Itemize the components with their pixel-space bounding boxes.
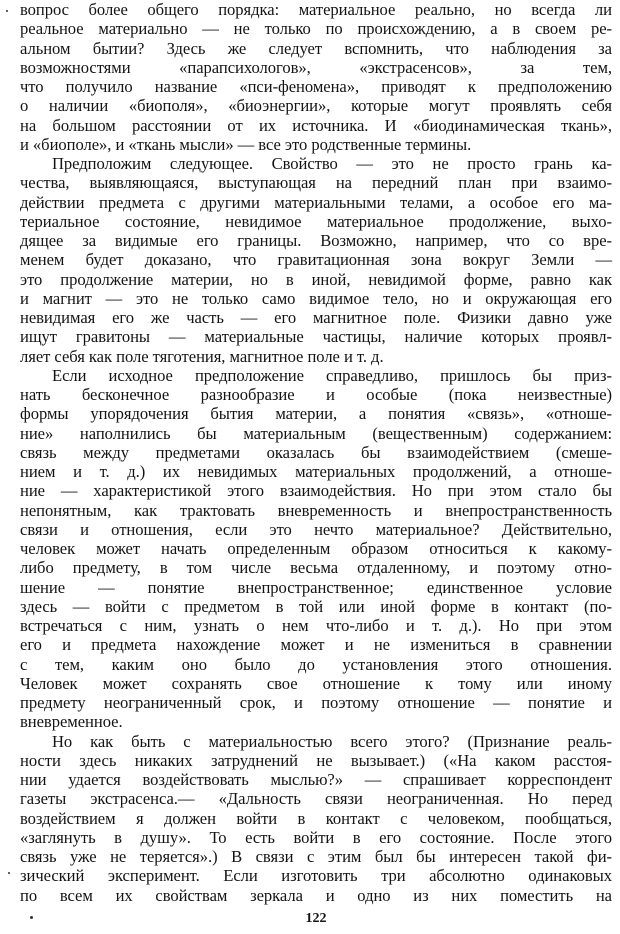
text-line: невидимая его же часть — его магнитное поле. Физики давно уже <box>20 308 612 327</box>
scan-speck <box>6 10 8 12</box>
text-line: и магнит — это не только само видимое тело, но и окружающая его <box>20 288 612 308</box>
text-line: действии предмета с другими материальными телами, а особое его ма- <box>20 192 612 212</box>
text-line: возможностями «парапсихологов», «экстрасенсов», за тем, <box>20 57 612 77</box>
text-line: альном бытии? Здесь же следует вспомнить, что наблюдения за <box>20 38 612 58</box>
text-line: Человек может сохранять свое отношение к тому или иному <box>20 673 612 693</box>
text-line: чества, выявляющаяся, выступающая на передний план при взаимо- <box>20 173 612 193</box>
text-line: ние — характеристикой этого взаимодействия. Но при этом стало бы <box>20 481 612 501</box>
paragraph-first-line: Но как быть с материальностью всего этого? (Признание реаль- <box>52 731 612 751</box>
book-page-continued <box>20 0 612 934</box>
paragraph-first-line: Предположим следующее. Свойство — это не просто грань ка- <box>52 154 612 173</box>
text-line: менем будет доказано, что гравитационная зона вокруг Земли — <box>20 250 612 270</box>
text-line: и «биополе», и «ткань мысли» — все это родственные термины. <box>20 134 472 154</box>
text-line: газеты экстрасенса.— «Дальность связи неограниченная. Но перед <box>20 789 612 809</box>
text-line: связь между предметами оказалась бы взаимодействием (смеше- <box>20 442 612 462</box>
text-line: это продолжение материи, но в иной, невидимой форме, равно как <box>20 269 612 289</box>
text-line: териальное состояние, невидимое материальное продолжение, выхо- <box>20 211 612 231</box>
text-line: нать бесконечное разнообразие и особые (пока неизвестные) <box>20 385 612 404</box>
text-line: о наличии «биополя», «биоэнергии», которые могут проявлять себя <box>20 96 612 116</box>
text-line: воздействием я должен войти в контакт с человеком, пообщаться, <box>20 808 612 828</box>
text-line: ности здесь никаких затруднений не вызывает.) («На каком расстоя- <box>20 750 612 770</box>
text-line: ищут гравитоны — материальные частицы, наличие которых проявл- <box>20 327 612 347</box>
text-line: нии удается воздействовать мыслью?» — спрашивает корреспондент <box>20 770 612 789</box>
text-line: здесь — войти с предметом в той или иной форме в контакт (по- <box>20 596 612 616</box>
text-line: что получило название «пси-феномена», приводят к предположению <box>20 77 612 96</box>
text-line: человек может начать определенным образом относиться к какому- <box>20 539 612 558</box>
text-line: дящее за видимые его границы. Возможно, например, что со вре- <box>20 231 612 250</box>
text-line: нием и т. д.) их невидимых материальных продолжений, а отноше- <box>20 462 612 481</box>
text-line: на большом расстоянии от их источника. И «биодинамическая ткань», <box>20 115 612 135</box>
paragraph-first-line: Если исходное предположение справедливо, пришлось бы приз- <box>52 365 612 385</box>
scan-speck <box>30 916 33 919</box>
text-line: зический эксперимент. Если изготовить три абсолютно одинаковых <box>20 866 612 886</box>
text-line: вопрос более общего порядка: материальное реально, но всегда ли <box>20 0 612 19</box>
text-line: шение — понятие внепространственное; единственное условие <box>20 577 612 597</box>
page-number: 122 <box>305 911 327 926</box>
text-line: встречаться с ним, узнать о нем что-либо и т. д.). Но при этом <box>20 616 612 635</box>
text-line: предмету неограниченный срок, и поэтому отношение — понятие и <box>20 693 612 712</box>
text-line: ние» наполнились бы материальным (вещественным) содержанием: <box>20 423 612 443</box>
text-line: формы упорядочения бытия материи, а понятия «связь», «отноше- <box>20 404 612 424</box>
text-line: связи и отношения, если это нечто материальное? Действительно, <box>20 519 612 539</box>
text-line: вневременное. <box>20 712 123 732</box>
text-line: его и предмета нахождение может и не измениться в сравнении <box>20 635 612 655</box>
scan-speck <box>8 872 10 874</box>
text-line: ляет себя как поле тяготения, магнитное поле и т. д. <box>20 346 384 366</box>
text-line: связь уже не теряется».) В связи с этим был бы интересен такой фи- <box>20 847 612 866</box>
text-line: с тем, каким оно было до установления этого отношения. <box>20 654 612 674</box>
text-line: «заглянуть в душу». То есть войти в его состояние. После этого <box>20 827 612 847</box>
text-line: либо предмету, в том числе весьма отдаленному, и поэтому отно- <box>20 558 612 578</box>
text-line: непонятным, как трактовать вневременность и внепространственность <box>20 500 612 520</box>
text-line: реальное материально — не только по происхождению, а в своем ре- <box>20 19 612 39</box>
text-line: по всем их свойствам зеркала и одно из них поместить на <box>20 885 612 905</box>
